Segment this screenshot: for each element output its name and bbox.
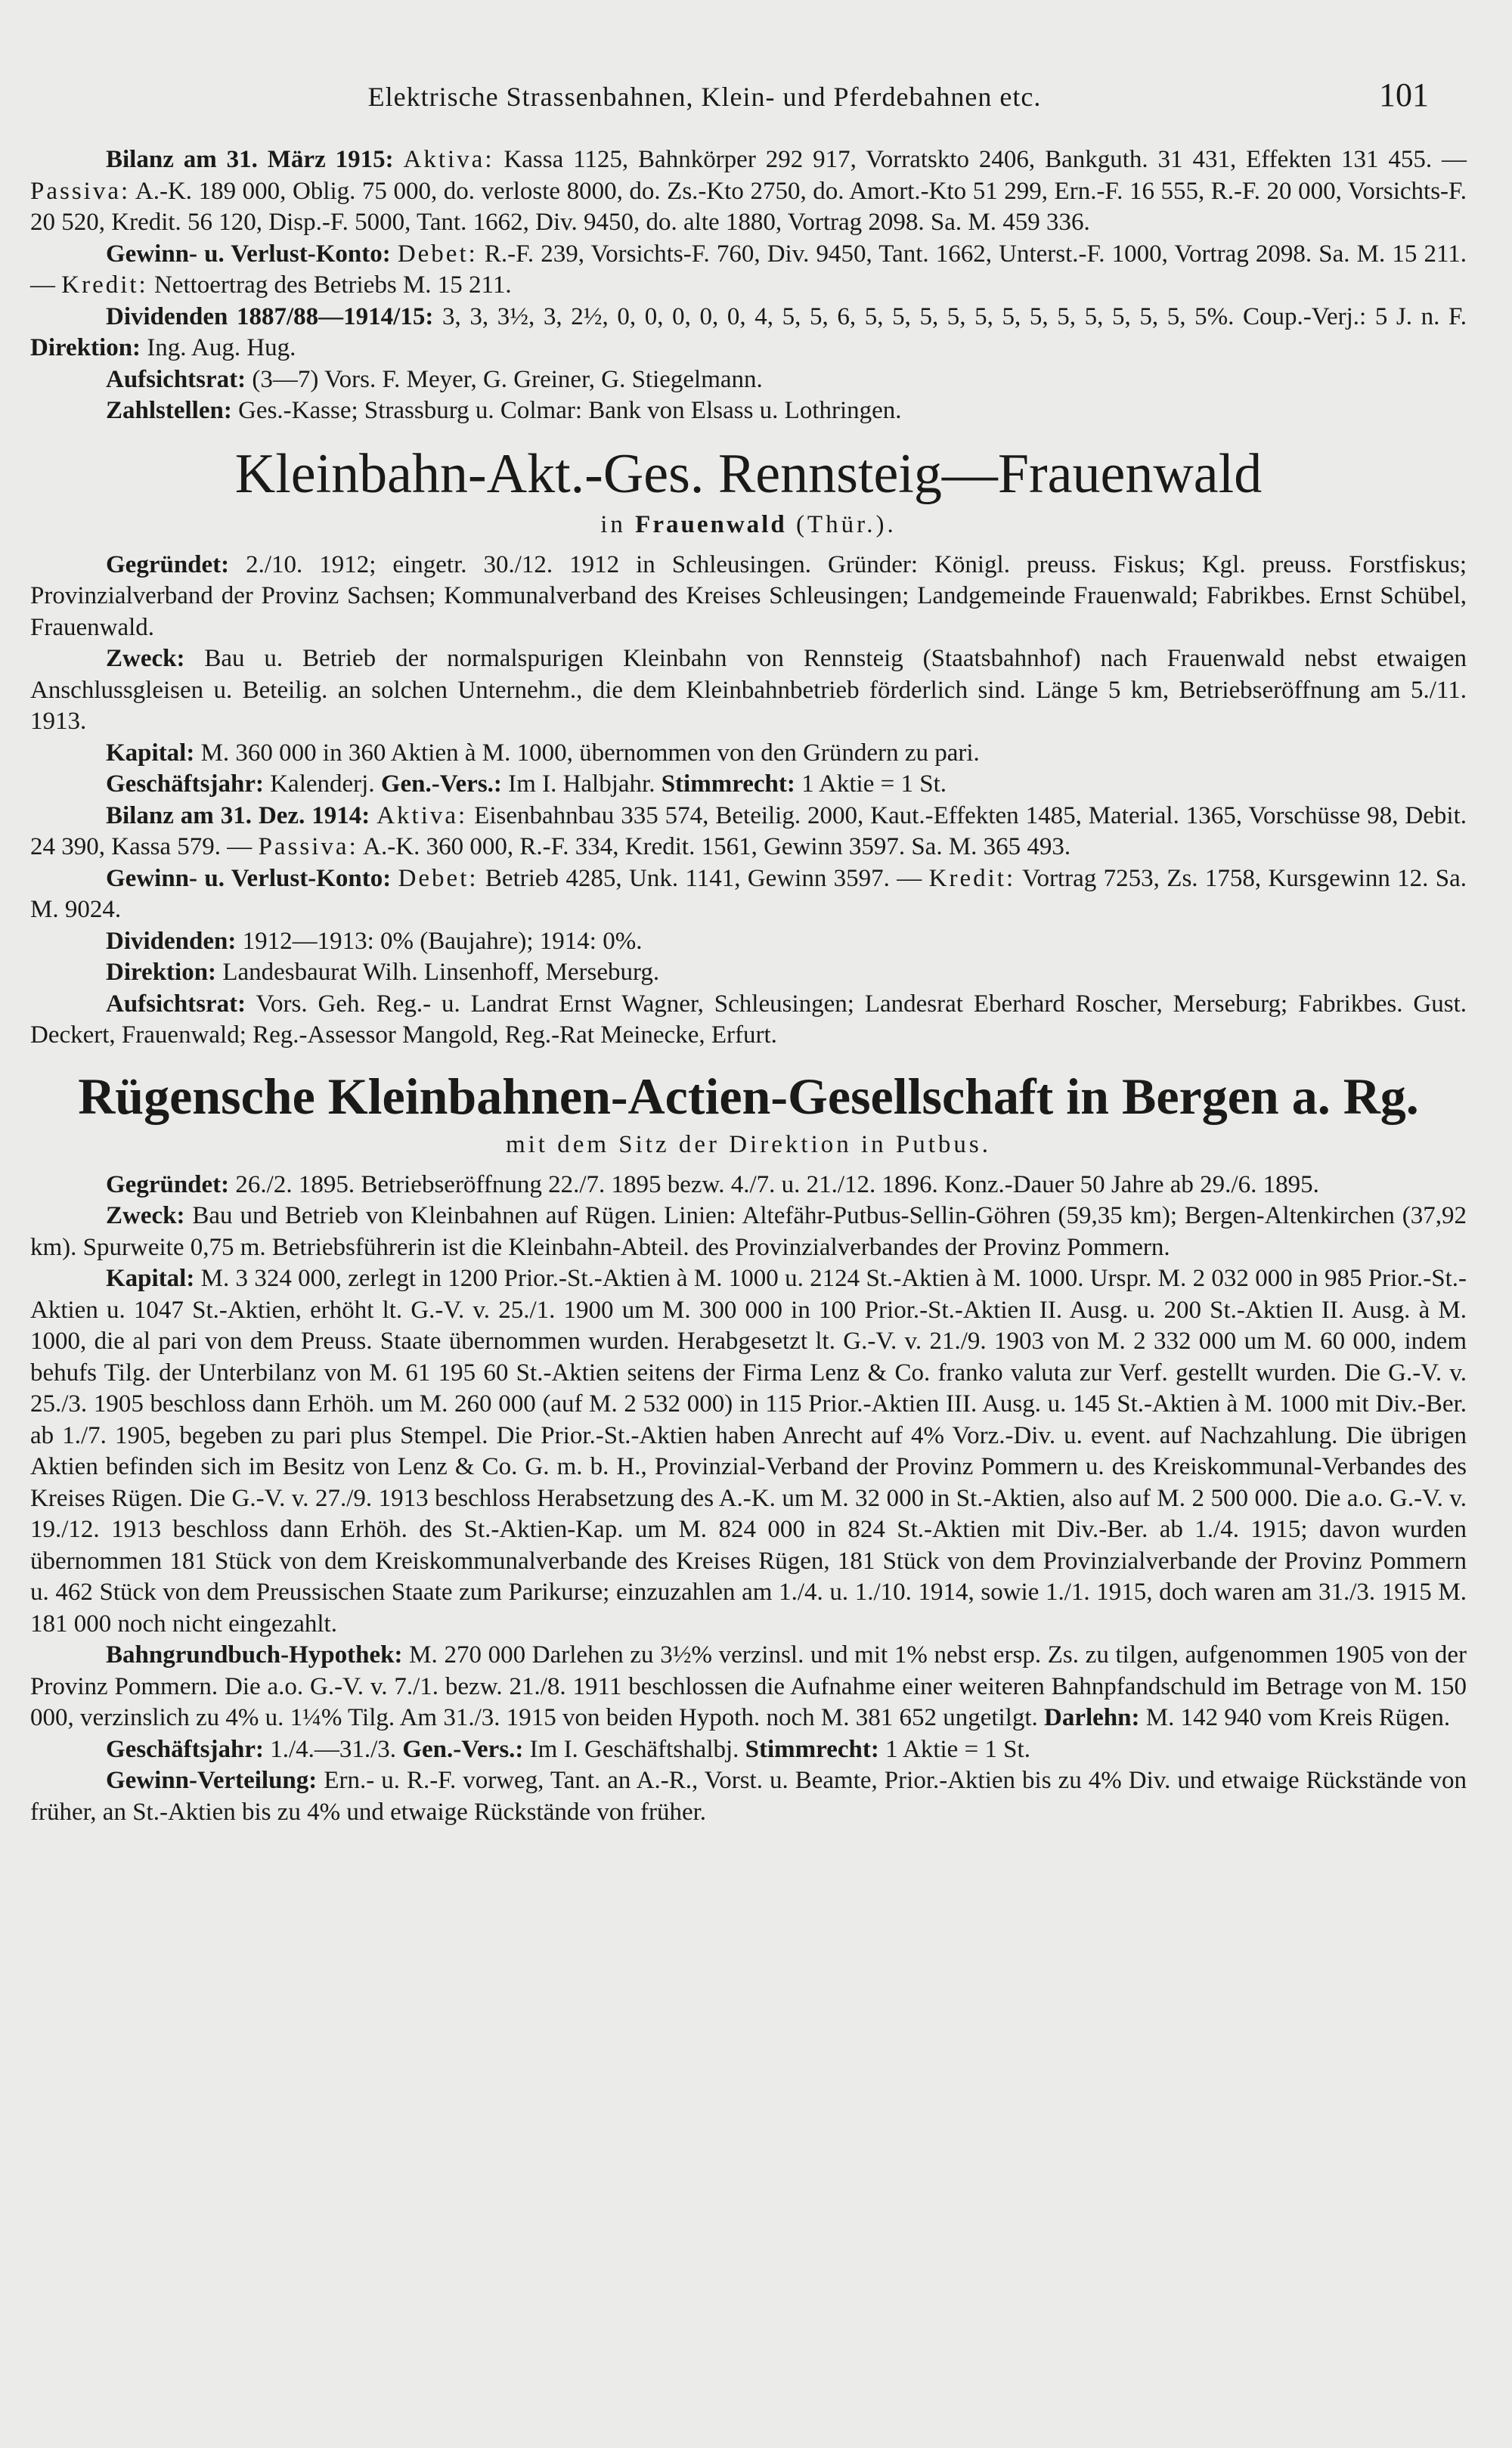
running-title: Elektrische Strassenbahnen, Klein- und Pferdebahnen etc. [367, 82, 1042, 112]
dividenden-text: 1912—1913: 0% (Baujahre); 1914: 0%. [242, 927, 643, 955]
passiva-word: Passiva: [258, 833, 358, 861]
zahlstellen-text: Ges.-Kasse; Strassburg u. Colmar: Bank von Elsass u. Lothringen. [238, 397, 902, 424]
aufsichtsrat-paragraph [30, 989, 1467, 1052]
gewinn-label: Gewinn- u. Verlust-Konto: [106, 864, 392, 892]
kredit-word: Kredit: [61, 271, 148, 299]
direktion-text: Landesbaurat Wilh. Linsenhoff, Merseburg. [222, 959, 660, 987]
hypothek-text: M. 270 000 Darlehen zu 3½% verzinsl. und mit 1% nebst ersp. Zs. zu tilgen, aufgenommen 1905 von der Provinz Pommern. Die a.o. G.-V. v. 7./1. bezw. 21./8. 1911 beschlossen die Aufnahme einer weiteren Bahnpfandschuld im Betrage von M. 150 000, verzinslich zu 4% u. 1¼% Tilg. Am 31./3. 1915 von beiden Hypoth. noch M. 381 652 ungetilgt. [30, 1641, 1467, 1732]
subtitle-place: Frauenwald [635, 510, 787, 538]
kapital-text: M. 3 324 000, zerlegt in 1200 Prior.-St.-Aktien à M. 1000 u. 2124 St.-Aktien à M. 1000. Urspr. M. 2 032 000 in 985 Prior.-St.-Aktien u. 1047 St.-Aktien, erhöht lt. G.-V. v. 25./1. 1900 um M. 300 000 in 100 Prior.-St.-Aktien II. Ausg. u. 200 St.-Aktien II. Ausg. à M. 1000, die al pari von dem Preuss. Staate übernommen wurden. Herabgesetzt lt. G.-V. v. 21./9. 1903 von M. 2 332 000 um M. 60 000, indem behufs Tilg. der Unterbilanz von M. 61 195 60 St.-Aktien seitens der Firma Lenz & Co. franko valuta zur Verf. gestellt wurden. Die G.-V. v. 25./3. 1905 beschloss dann Erhöh. um M. 260 000 (auf M. 2 532 000) in 115 Prior.-Aktien III. Ausg. u. 145 St.-Aktien à M. 1000 mit Div.-Ber. ab 1./7. 1905, begeben zu pari plus Stempel. Die Prior.-St.-Aktien haben Anrecht auf 4% Vorz.-Div. u. event. auf Nachzahlung. Die übrigen Aktien befinden sich im Besitz von Lenz & Co. G. m. b. H., Provinzial-Verband der Provinz Pommern u. des Kreiskommunal-Verbandes des Kreises Rügen. Die G.-V. v. 27./9. 1913 beschloss Herabsetzung des A.-K. um M. 32 000 in St.-Aktien, also auf M. 2 500 000. Die a.o. G.-V. v. 19./12. 1913 beschloss dann Erhöh. des St.-Aktien-Kap. um M. 824 000 in 824 St.-Aktien mit Div.-Ber. ab 1./4. 1915; davon wurden übernommen 181 Stück von dem Kreiskommunalverbande des Kreises Rügen, 181 Stück von dem Provinzialverbande der Provinz Pommern u. 462 Stück von dem Preussischen Staate zum Parikurse; einzuzahlen am 1./4. u. 1./10. 1914, sowie 1./1. 1915, doch waren am 31./3. 1915 M. 181 000 noch nicht eingezahlt. [30, 1265, 1467, 1638]
kapital-label: Kapital: [106, 739, 195, 767]
zweck-paragraph [30, 643, 1467, 738]
bilanz-paragraph [30, 801, 1467, 863]
subtitle-prefix: in [600, 510, 626, 538]
kredit-word: Kredit: [928, 864, 1016, 892]
direktion-paragraph [30, 957, 1467, 989]
gewinn-kredit-text: Vortrag 7253, Zs. 1758, Kursgewinn 12. Sa. M. 9024. [30, 864, 1467, 924]
debet-word: Debet: [398, 864, 479, 892]
gewinn-debet-text: Betrieb 4285, Unk. 1141, Gewinn 3597. — [485, 864, 922, 892]
gewinn-verteilung-label: Gewinn-Verteilung: [106, 1767, 318, 1795]
company-entry-ruegen [30, 1068, 1467, 1828]
gegruendet-paragraph [30, 1170, 1467, 1201]
gewinn-debet-text: R.-F. 239, Vorsichts-F. 760, Div. 9450, Tant. 1662, Unterst.-F. 1000, Vortrag 2098. Sa. M. 15 211. — [30, 240, 1467, 299]
kapital-label: Kapital: [106, 1265, 195, 1293]
gewinn-verteilung-paragraph [30, 1765, 1467, 1828]
gv-label: Gen.-Vers.: [402, 1735, 524, 1763]
company-title: Kleinbahn-Akt.-Ges. Rennsteig—Frauenwald [234, 442, 1263, 505]
gv-label: Gen.-Vers.: [380, 770, 502, 798]
kapital-paragraph [30, 738, 1467, 770]
stimmrecht-label: Stimmrecht: [661, 770, 795, 798]
company-subtitle: mit dem Sitz der Direktion in Putbus. [505, 1130, 992, 1158]
zweck-text: Bau und Betrieb von Kleinbahnen auf Rügen. Linien: Altefähr-Putbus-Sellin-Göhren (59,35 km); Bergen-Altenkirchen (37,92 km). Spurweite 0,75 m. Betriebsführerin ist die Kleinbahn-Abteil. des Provinzialverbandes der Provinz Pommern. [30, 1202, 1467, 1261]
passiva-word: Passiva: [30, 177, 131, 205]
company-title: Rügensche Kleinbahnen-Actien-Gesellschaft in Bergen a. Rg. [78, 1067, 1419, 1125]
stimmrecht-text: 1 Aktie = 1 St. [801, 770, 947, 798]
dividenden-label: Dividenden 1887/88—1914/15: [106, 302, 434, 330]
darlehn-label: Darlehn: [1044, 1704, 1140, 1732]
hypothek-label: Bahngrundbuch-Hypothek: [106, 1641, 403, 1669]
geschaeftsjahr-paragraph [30, 769, 1467, 801]
aufsichtsrat-label: Aufsichtsrat: [106, 365, 246, 393]
aufsichtsrat-text: Vors. Geh. Reg.- u. Landrat Ernst Wagner, Schleusingen; Landesrat Eberhard Roscher, Merseburg; Fabrikbes. Gust. Deckert, Frauenwald; Reg.-Assessor Mangold, Reg.-Rat Meinecke, Erfurt. [30, 990, 1467, 1049]
bilanz-passiva-text: A.-K. 360 000, R.-F. 334, Kredit. 1561, Gewinn 3597. Sa. M. 365 493. [363, 833, 1071, 861]
gegruendet-label: Gegründet: [106, 1170, 230, 1198]
geschaeftsjahr-label: Geschäftsjahr: [106, 1735, 264, 1763]
running-head [30, 76, 1467, 114]
geschaeftsjahr-text: 1./4.—31./3. [270, 1735, 397, 1763]
kapital-text: M. 360 000 in 360 Aktien à M. 1000, übernommen von den Gründern zu pari. [200, 739, 980, 767]
previous-company-entry [30, 144, 1467, 427]
gv-text: Im I. Geschäftshalbj. [529, 1735, 739, 1763]
direktion-text: Ing. Aug. Hug. [147, 334, 296, 361]
kapital-paragraph [30, 1263, 1467, 1640]
geschaeftsjahr-paragraph [30, 1734, 1467, 1766]
bilanz-aktiva-text: Kassa 1125, Bahnkörper 292 917, Vorratskto 2406, Bankguth. 31 431, Effekten 131 455. — [503, 146, 1467, 173]
gewinn-paragraph [30, 863, 1467, 926]
gv-text: Im I. Halbjahr. [508, 770, 655, 798]
bilanz-aktiva-text: Eisenbahnbau 335 574, Beteilig. 2000, Kaut.-Effekten 1485, Material. 1365, Vorschüsse 98, Debit. 24 390, Kassa 579. — [30, 801, 1467, 861]
bilanz-label: Bilanz am 31. Dez. 1914: [106, 801, 370, 829]
zweck-label: Zweck: [106, 645, 185, 673]
gewinn-verteilung-text: Ern.- u. R.-F. vorweg, Tant. an A.-R., Vorst. u. Beamte, Prior.-Aktien bis zu 4% Div. und etwaige Rückstände von früher, an St.-Aktien bis zu 4% und etwaige Rückstände von früher. [30, 1767, 1467, 1826]
gegruendet-text: 2./10. 1912; eingetr. 30./12. 1912 in Schleusingen. Gründer: Königl. preuss. Fiskus; Kgl. preuss. Forstfiskus; Provinzialverband der Provinz Sachsen; Kommunalverband des Kreises Schleusingen; Landgemeinde Frauenwald; Fabrikbes. Ernst Schübel, Frauenwald. [30, 550, 1467, 641]
zweck-label: Zweck: [106, 1202, 185, 1230]
geschaeftsjahr-label: Geschäftsjahr: [106, 770, 264, 798]
hypothek-paragraph [30, 1640, 1467, 1734]
gegruendet-text: 26./2. 1895. Betriebseröffnung 22./7. 1895 bezw. 4./7. u. 21./12. 1896. Konz.-Dauer 50 Jahre ab 29./6. 1895. [235, 1170, 1319, 1198]
gegruendet-paragraph [30, 550, 1467, 644]
gewinn-paragraph [30, 239, 1467, 302]
dividenden-paragraph [30, 926, 1467, 958]
company-subtitle [30, 511, 1467, 539]
zweck-text: Bau u. Betrieb der normalspurigen Kleinbahn von Rennsteig (Staatsbahnhof) nach Frauenwald nebst etwaigen Anschlussgleisen u. Beteilig. an solchen Unternehm., die dem Kleinbahnbetrieb förderlich sind. Länge 5 km, Betriebseröffnung am 5./11. 1913. [30, 645, 1467, 736]
dividenden-text: 3, 3, 3½, 3, 2½, 0, 0, 0, 0, 0, 4, 5, 5, 6, 5, 5, 5, 5, 5, 5, 5, 5, 5, 5, 5, 5, 5%. Coup.-Verj.: 5 J. n. F. [442, 302, 1467, 330]
aktiva-word: Aktiva: [376, 801, 468, 829]
dividenden-paragraph [30, 302, 1467, 364]
aufsichtsrat-text: (3—7) Vors. F. Meyer, G. Greiner, G. Stiegelmann. [252, 365, 763, 393]
stimmrecht-label: Stimmrecht: [745, 1735, 879, 1763]
page-number: 101 [1379, 76, 1429, 113]
gegruendet-label: Gegründet: [106, 550, 230, 578]
direktion-label: Direktion: [30, 334, 141, 361]
direktion-label: Direktion: [106, 959, 217, 987]
dividenden-label: Dividenden: [106, 927, 237, 955]
subtitle-suffix: (Thür.). [795, 510, 897, 538]
debet-word: Debet: [397, 240, 478, 268]
darlehn-text: M. 142 940 vom Kreis Rügen. [1145, 1704, 1451, 1732]
aufsichtsrat-paragraph [30, 364, 1467, 396]
zweck-paragraph [30, 1201, 1467, 1263]
aktiva-word: Aktiva: [403, 146, 494, 173]
stimmrecht-text: 1 Aktie = 1 St. [885, 1735, 1030, 1763]
zahlstellen-label: Zahlstellen: [106, 397, 232, 424]
gewinn-label: Gewinn- u. Verlust-Konto: [106, 240, 391, 268]
company-entry-rennsteig [30, 444, 1467, 1052]
zahlstellen-paragraph [30, 395, 1467, 427]
aufsichtsrat-label: Aufsichtsrat: [106, 990, 246, 1018]
geschaeftsjahr-text: Kalenderj. [270, 770, 375, 798]
bilanz-paragraph [30, 144, 1467, 239]
bilanz-label: Bilanz am 31. März 1915: [106, 146, 394, 173]
bilanz-passiva-text: A.-K. 189 000, Oblig. 75 000, do. verloste 8000, do. Zs.-Kto 2750, do. Amort.-Kto 51 299, Ern.-F. 16 555, R.-F. 20 000, Vorsichts-F. 20 520, Kredit. 56 120, Disp.-F. 5000, Tant. 1662, Div. 9450, do. alte 1880, Vortrag 2098. Sa. M. 459 336. [30, 177, 1467, 236]
gewinn-kredit-text: Nettoertrag des Betriebs M. 15 211. [153, 271, 512, 299]
